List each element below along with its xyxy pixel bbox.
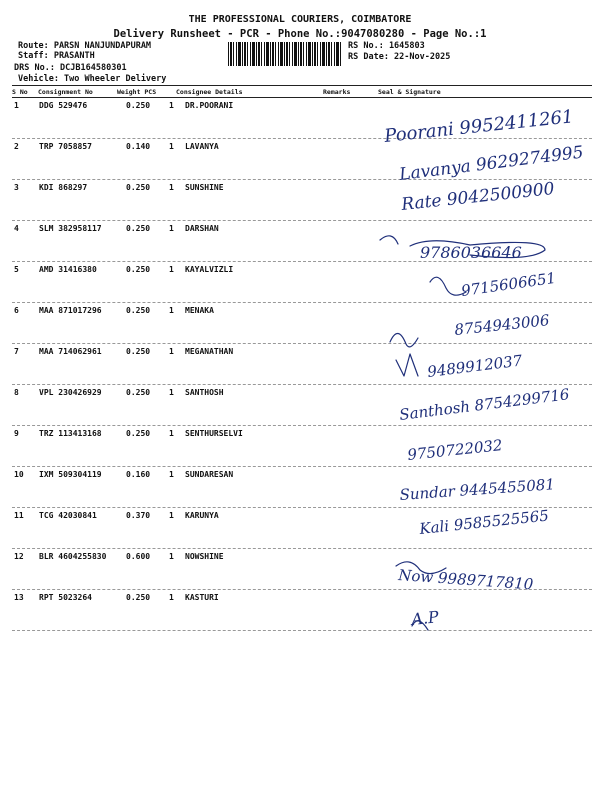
- row-consignee: DR.POORANI: [185, 101, 234, 110]
- row-sno: 5: [14, 265, 19, 274]
- header-rule-top: [12, 85, 592, 86]
- row-pcs: 1: [169, 470, 174, 479]
- table-row: [12, 590, 592, 631]
- row-sno: 1: [14, 101, 19, 110]
- handwritten-signature: Kali 9585525565: [418, 506, 550, 538]
- handwritten-signature: 9489912037: [426, 351, 524, 381]
- row-pcs: 1: [169, 388, 174, 397]
- row-weight: 0.250: [126, 347, 151, 356]
- row-weight: 0.160: [126, 470, 151, 479]
- rs-number: RS No.: 1645803: [348, 41, 425, 51]
- company-title: THE PROFESSIONAL COURIERS, COIMBATORE: [188, 14, 412, 25]
- row-sno: 9: [14, 429, 19, 438]
- handwritten-signature: 8754943006: [453, 311, 551, 339]
- table-row: [12, 549, 592, 590]
- col-header-consignment: Consignment No: [38, 88, 93, 96]
- vehicle-info: Vehicle: Two Wheeler Delivery: [18, 74, 167, 84]
- row-consignment-no: MAA 714062961: [39, 347, 102, 356]
- row-sno: 12: [14, 552, 24, 561]
- row-pcs: 1: [169, 183, 174, 192]
- row-consignment-no: VPL 230426929: [39, 388, 102, 397]
- row-sno: 10: [14, 470, 24, 479]
- row-weight: 0.250: [126, 388, 151, 397]
- col-header-sno: S No: [12, 88, 28, 96]
- row-pcs: 1: [169, 142, 174, 151]
- handwritten-signature: Poorani 9952411261: [383, 106, 575, 147]
- row-sno: 4: [14, 224, 19, 233]
- row-weight: 0.250: [126, 101, 151, 110]
- row-consignee: SANTHOSH: [185, 388, 224, 397]
- col-header-consignee: Consignee Details: [176, 88, 243, 96]
- row-sno: 13: [14, 593, 24, 602]
- row-consignee: SUNSHINE: [185, 183, 224, 192]
- rs-date: RS Date: 22-Nov-2025: [348, 52, 451, 62]
- row-sno: 8: [14, 388, 19, 397]
- handwritten-signature: Santhosh 8754299716: [398, 385, 571, 424]
- row-consignee: KAYALVIZLI: [185, 265, 234, 274]
- row-sno: 6: [14, 306, 19, 315]
- row-consignment-no: BLR 4604255830: [39, 552, 107, 561]
- handwritten-signature: Now 9989717810: [397, 566, 534, 594]
- row-pcs: 1: [169, 429, 174, 438]
- table-row: [12, 139, 592, 180]
- row-pcs: 1: [169, 265, 174, 274]
- handwritten-signature: Lavanya 9629274995: [398, 142, 585, 185]
- row-consignee: SUNDARESAN: [185, 470, 234, 479]
- row-consignment-no: IXM 509304119: [39, 470, 102, 479]
- table-row: [12, 385, 592, 426]
- handwritten-signature: Sundar 9445455081: [399, 475, 556, 504]
- row-consignment-no: DDG 529476: [39, 101, 88, 110]
- handwritten-signature: 9715606651: [460, 268, 558, 300]
- row-sno: 7: [14, 347, 19, 356]
- table-row: [12, 508, 592, 549]
- row-sno: 3: [14, 183, 19, 192]
- row-weight: 0.600: [126, 552, 151, 561]
- row-consignee: LAVANYA: [185, 142, 219, 151]
- row-pcs: 1: [169, 593, 174, 602]
- row-weight: 0.250: [126, 306, 151, 315]
- row-weight: 0.140: [126, 142, 151, 151]
- row-pcs: 1: [169, 306, 174, 315]
- row-pcs: 1: [169, 552, 174, 561]
- row-consignment-no: TRP 7058857: [39, 142, 92, 151]
- table-row: [12, 262, 592, 303]
- row-pcs: 1: [169, 224, 174, 233]
- row-consignee: DARSHAN: [185, 224, 219, 233]
- row-weight: 0.250: [126, 224, 151, 233]
- row-sno: 11: [14, 511, 24, 520]
- row-consignment-no: TCG 42030841: [39, 511, 97, 520]
- runsheet-subtitle: Delivery Runsheet - PCR - Phone No.:9047080280 - Page No.:1: [113, 28, 487, 40]
- col-header-weight-pcs: Weight PCS: [117, 88, 157, 96]
- row-consignee: NOWSHINE: [185, 552, 224, 561]
- row-consignee: MENAKA: [185, 306, 214, 315]
- row-pcs: 1: [169, 347, 174, 356]
- handwritten-signature: 9750722032: [406, 436, 504, 464]
- row-weight: 0.250: [126, 183, 151, 192]
- row-weight: 0.250: [126, 593, 151, 602]
- row-consignment-no: SLM 382958117: [39, 224, 102, 233]
- handwritten-signature: A.P: [410, 607, 440, 629]
- table-row: [12, 344, 592, 385]
- row-consignment-no: RPT 5023264: [39, 593, 92, 602]
- row-weight: 0.370: [126, 511, 151, 520]
- row-consignment-no: AMD 31416380: [39, 265, 97, 274]
- handwritten-signature: 9786036646: [420, 243, 522, 262]
- row-divider: [12, 630, 592, 631]
- table-row: [12, 303, 592, 344]
- table-row: [12, 98, 592, 139]
- row-pcs: 1: [169, 511, 174, 520]
- row-consignment-no: TRZ 113413168: [39, 429, 102, 438]
- table-row: [12, 180, 592, 221]
- drs-number: DRS No.: DCJB164580301: [14, 63, 127, 73]
- col-header-remarks: Remarks: [323, 88, 351, 96]
- barcode: [228, 42, 342, 66]
- row-consignment-no: KDI 868297: [39, 183, 88, 192]
- row-consignee: KASTURI: [185, 593, 219, 602]
- route-info: Route: PARSN NANJUNDAPURAM: [18, 41, 152, 51]
- table-row: [12, 221, 592, 262]
- table-row: [12, 467, 592, 508]
- handwritten-signature: Rate 9042500900: [400, 179, 556, 215]
- row-consignment-no: MAA 871017296: [39, 306, 102, 315]
- row-consignee: KARUNYA: [185, 511, 219, 520]
- row-consignee: MEGANATHAN: [185, 347, 234, 356]
- staff-info: Staff: PRASANTH: [18, 51, 95, 61]
- row-weight: 0.250: [126, 429, 151, 438]
- row-sno: 2: [14, 142, 19, 151]
- row-consignee: SENTHURSELVI: [185, 429, 243, 438]
- table-row: [12, 426, 592, 467]
- row-weight: 0.250: [126, 265, 151, 274]
- row-pcs: 1: [169, 101, 174, 110]
- col-header-signature: Seal & Signature: [378, 88, 441, 96]
